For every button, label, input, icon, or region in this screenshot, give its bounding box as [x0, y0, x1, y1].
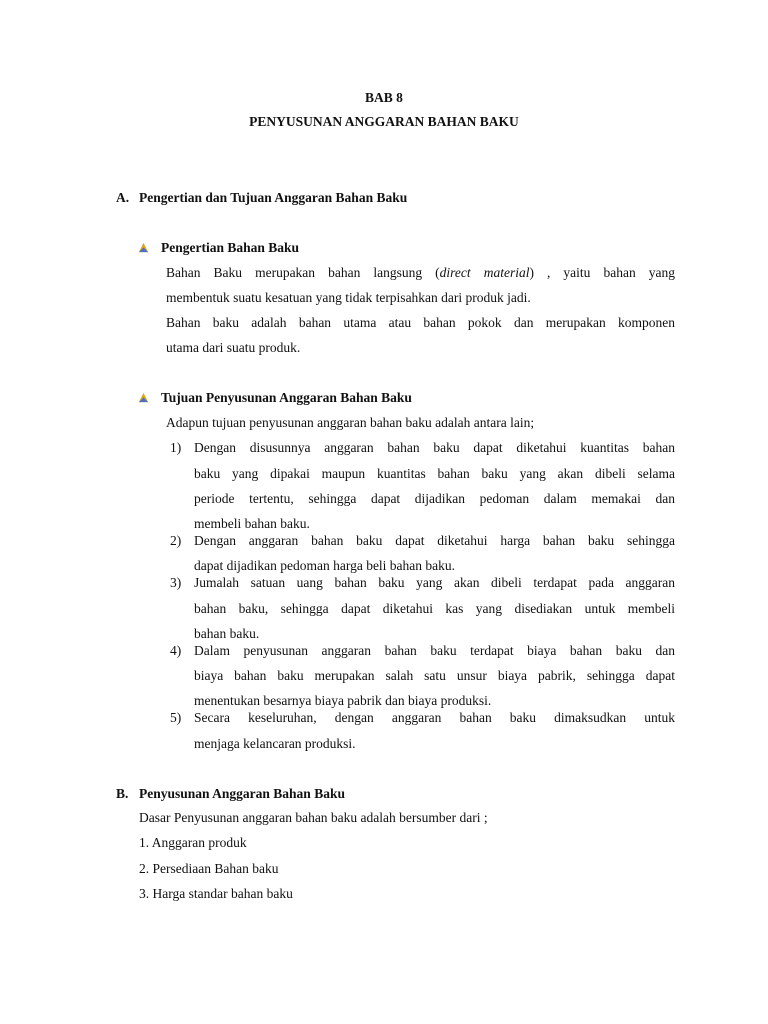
list-item-line: biaya bahan baku merupakan salah satu unsur biaya pabrik, sehingga dapat — [194, 668, 675, 683]
section-a-heading: Pengertian dan Tujuan Anggaran Bahan Baku — [139, 190, 408, 205]
chapter-title: PENYUSUNAN ANGGARAN BAHAN BAKU — [249, 114, 519, 129]
list-item: 3. Harga standar bahan baku — [139, 886, 293, 901]
section-b-heading: Penyusunan Anggaran Bahan Baku — [139, 786, 345, 801]
list-item-line: dapat dijadikan pedoman harga beli bahan baku. — [194, 558, 456, 573]
list-item-line: Secara keseluruhan, dengan anggaran bahan baku dimaksudkan untuk — [194, 710, 675, 725]
list-item-line: menentukan besarnya biaya pabrik dan biaya produksi. — [194, 693, 492, 708]
bullet-icon — [138, 392, 149, 403]
chapter-number: BAB 8 — [365, 90, 403, 105]
paragraph-line: Bahan Baku merupakan bahan langsung (direct material) , yaitu bahan yang — [166, 265, 675, 280]
list-item-number: 5) — [170, 710, 182, 725]
list-item: 1. Anggaran produk — [139, 835, 247, 850]
list-item-line: bahan baku, sehingga dapat diketahui kas yang disediakan untuk membeli — [194, 601, 675, 616]
subsection-pengertian-heading: Pengertian Bahan Baku — [161, 240, 300, 255]
bullet-icon — [138, 242, 149, 253]
tujuan-intro: Adapun tujuan penyusunan anggaran bahan baku adalah antara lain; — [166, 415, 535, 430]
list-item-line: Jumalah satuan uang bahan baku yang akan dibeli terdapat pada anggaran — [194, 575, 675, 590]
list-item-number: 1) — [170, 440, 182, 455]
list-item-line: Dalam penyusunan anggaran bahan baku terdapat biaya bahan baku dan — [194, 643, 675, 658]
section-b-intro: Dasar Penyusunan anggaran bahan baku adalah bersumber dari ; — [139, 810, 488, 825]
list-item-number: 2) — [170, 533, 182, 548]
list-item-line: baku yang dipakai maupun kuantitas bahan baku yang akan dibeli selama — [194, 466, 675, 481]
paragraph-line: Bahan baku adalah bahan utama atau bahan pokok dan merupakan komponen — [166, 315, 675, 330]
list-item-line: Dengan anggaran bahan baku dapat diketahui harga bahan baku sehingga — [194, 533, 675, 548]
list-item-line: menjaga kelancaran produksi. — [194, 736, 356, 751]
subsection-tujuan-heading: Tujuan Penyusunan Anggaran Bahan Baku — [161, 390, 412, 405]
list-item-line: membeli bahan baku. — [194, 516, 310, 531]
paragraph-line: utama dari suatu produk. — [166, 340, 301, 355]
section-b-letter: B. — [116, 786, 129, 801]
list-item: 2. Persediaan Bahan baku — [139, 861, 279, 876]
list-item-number: 3) — [170, 575, 182, 590]
list-item-number: 4) — [170, 643, 182, 658]
list-item-line: Dengan disusunnya anggaran bahan baku dapat diketahui kuantitas bahan — [194, 440, 675, 455]
list-item-line: bahan baku. — [194, 626, 260, 641]
paragraph-line: membentuk suatu kesatuan yang tidak terpisahkan dari produk jadi. — [166, 290, 531, 305]
list-item-line: periode tertentu, sehingga dapat dijadikan pedoman dalam memakai dan — [194, 491, 675, 506]
section-a-letter: A. — [116, 190, 130, 205]
